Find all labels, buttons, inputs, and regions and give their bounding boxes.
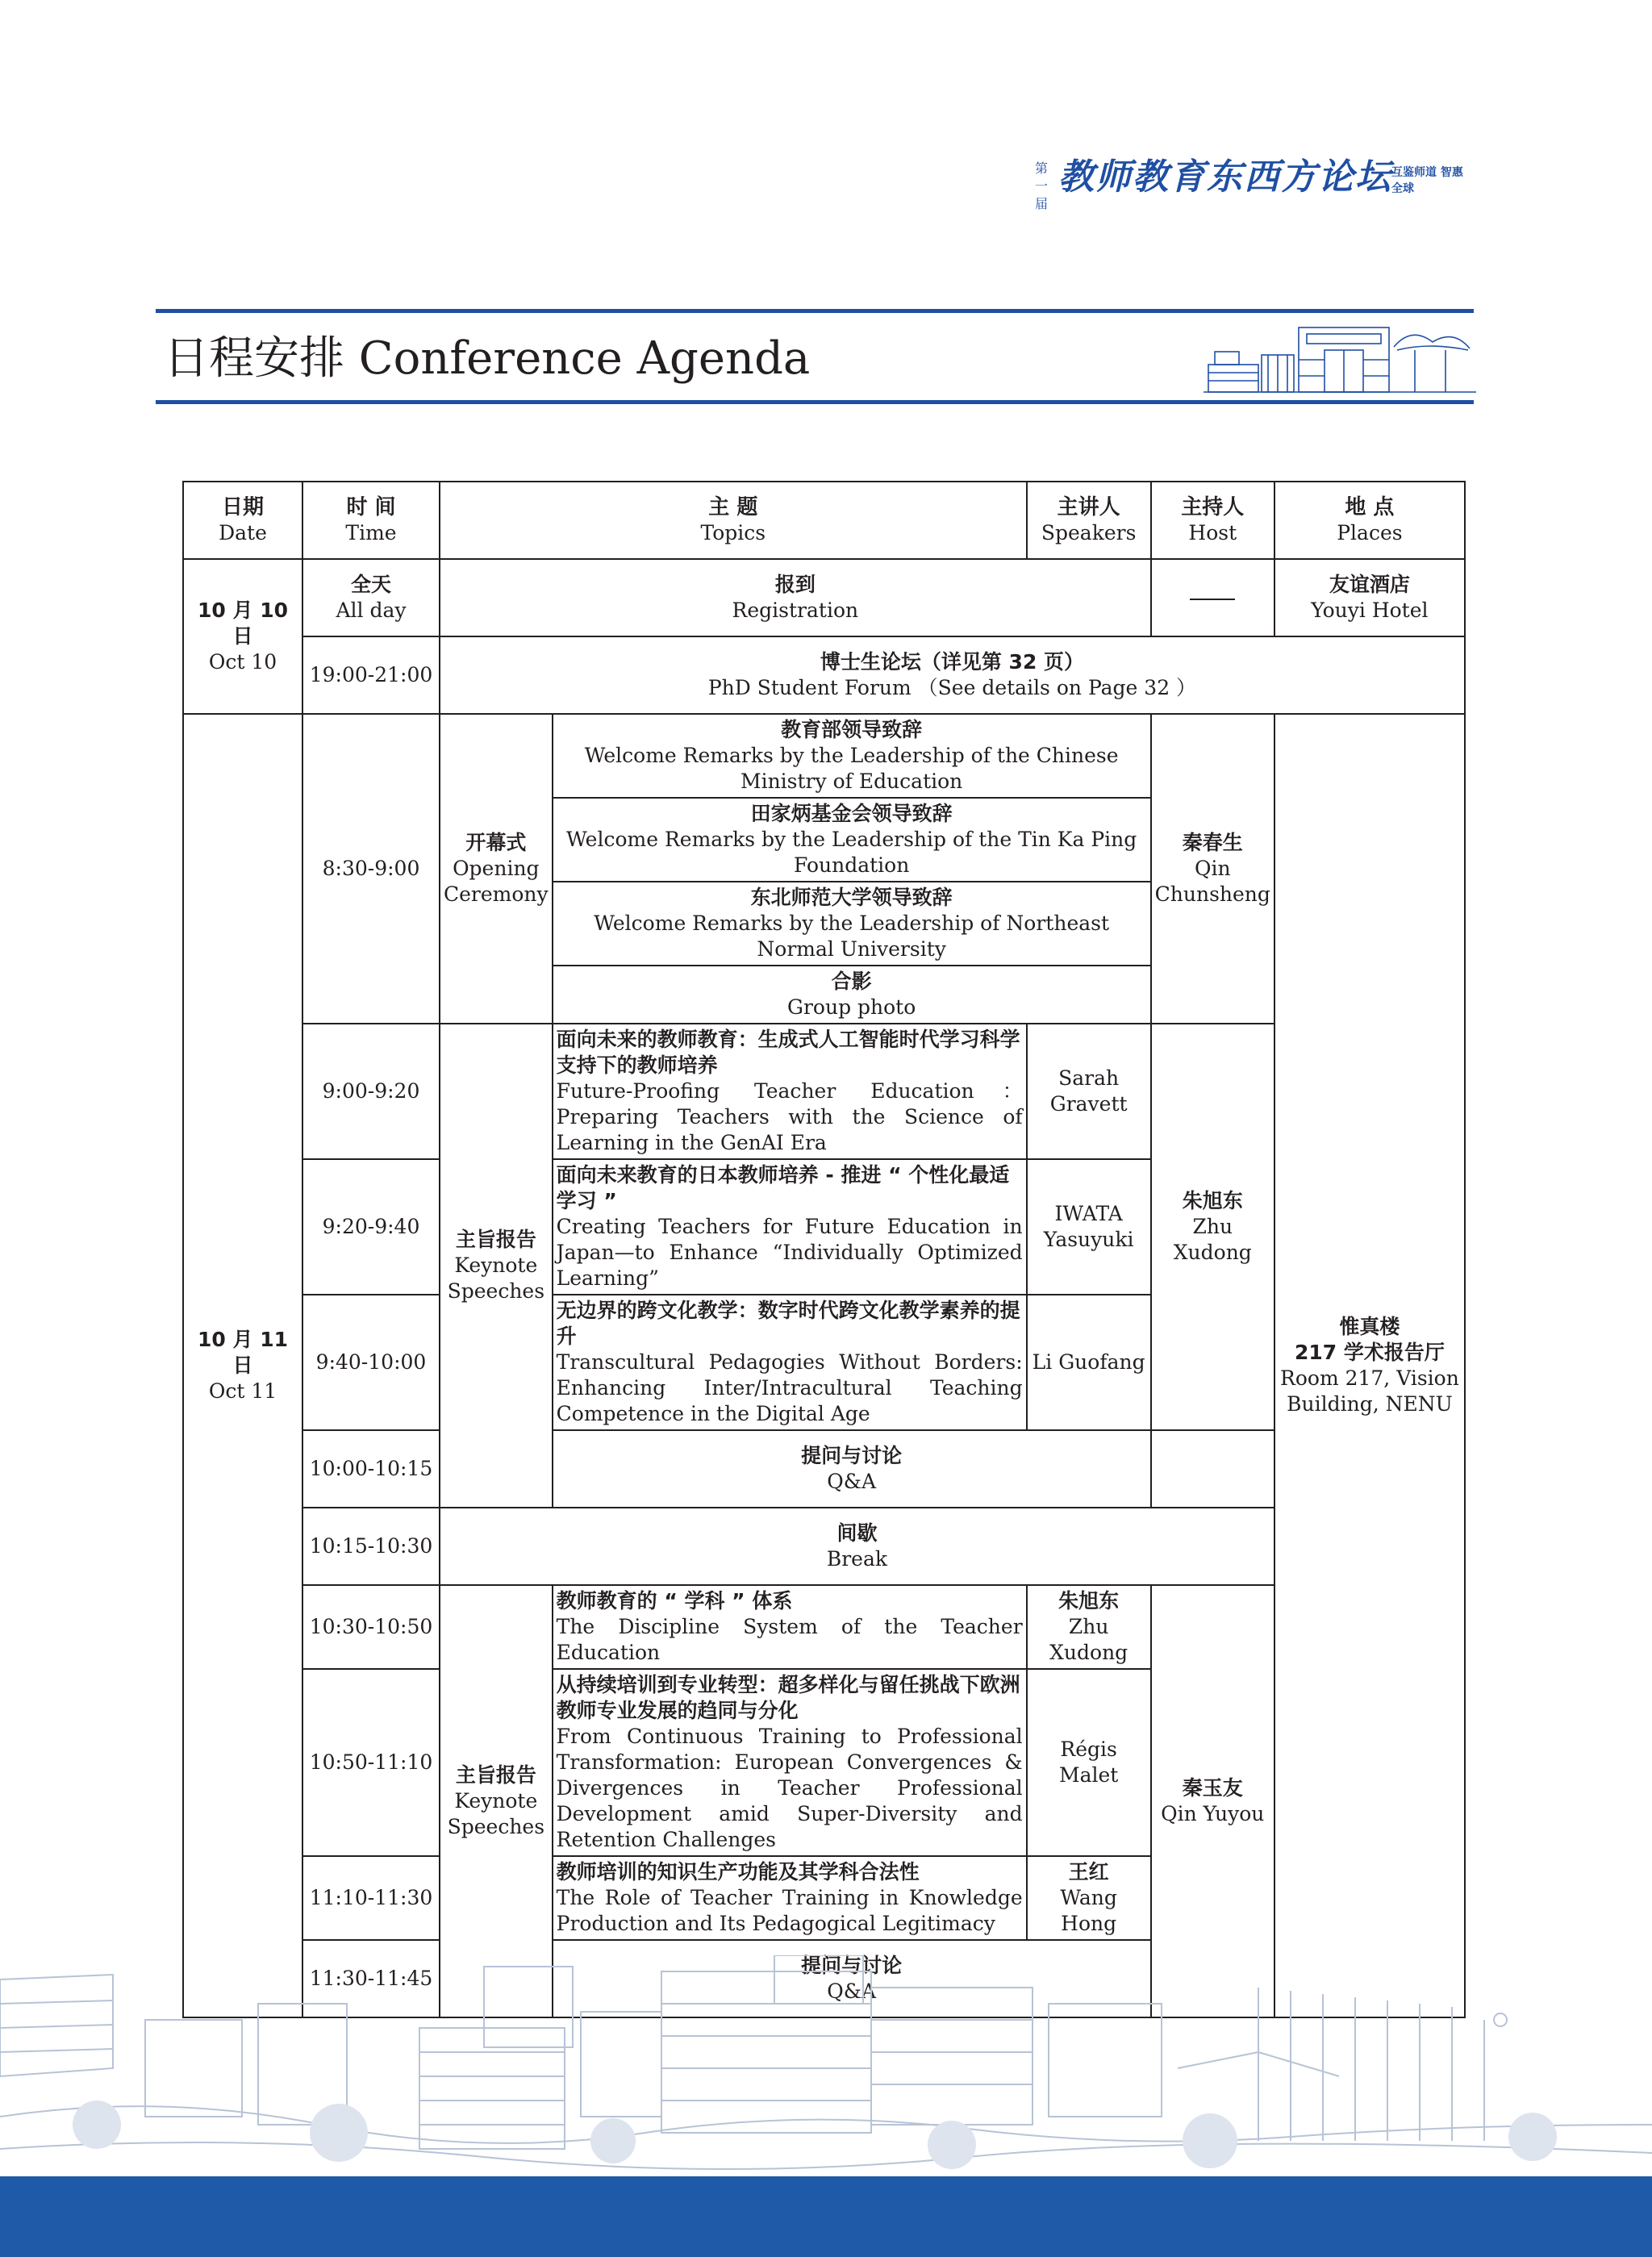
table-row [183,1430,1465,1508]
topic-talk-iwata: 面向未来教育的日本教师培养 - 推进 “ 个性化最适学习 ” Creating Teachers for Future Education in Japan—to Enhance “Individually Optimized Learning” [553,1159,1027,1295]
topic-talk-malet: 从持续培训到专业转型：超多样化与留任挑战下欧洲教师专业发展的趋同与分化 From Continuous Training to Professional Transformation: European Convergences & Divergences in Teacher Professional Development amid Super-Diversity and Retention Challenges [553,1669,1027,1856]
date-cell-oct11: 10 月 11 日 Oct 11 [183,714,302,2017]
header-topics: 主 题 Topics [440,482,1027,559]
topic-talk-gravett: 面向未来的教师教育：生成式人工智能时代学习科学支持下的教师培养 Future-Proofing Teacher Education：Preparing Teachers with the Science of Learning in the GenAI Era [553,1024,1027,1159]
table-header-row [183,482,1465,559]
page-title: 日程安排 Conference Agenda [164,332,811,385]
campus-skyline-illustration [0,1955,1652,2178]
time-cell: 9:40-10:00 [302,1295,440,1430]
header-speakers: 主讲人 Speakers [1027,482,1151,559]
host-cell-keynote-1: 朱旭东 Zhu Xudong [1151,1024,1274,1430]
speaker-cell: IWATA Yasuyuki [1027,1159,1151,1295]
title-rule-top [156,309,1474,313]
date-cell-oct10: 10 月 10 日 Oct 10 [183,559,302,714]
session-opening: 开幕式 Opening Ceremony [440,714,553,1024]
host-cell-empty [1151,559,1274,636]
time-cell: 19:00-21:00 [302,636,440,714]
topic-qa-1: 提问与讨论 Q&A [553,1430,1151,1508]
topic-cell-phd-forum: 博士生论坛（详见第 32 页） PhD Student Forum （See details on Page 32 ） [440,636,1465,714]
session-keynote-2: 主旨报告 Keynote Speeches [440,1585,553,2017]
table-row [183,1585,1465,1669]
time-cell: 11:30-11:45 [302,1940,440,2017]
table-row [183,714,1465,798]
place-cell-vision-building: 惟真楼 217 学术报告厅 Room 217, Vision Building, NENU [1274,714,1465,2017]
topic-cell-registration: 报到 Registration [440,559,1151,636]
time-cell: 10:50-11:10 [302,1669,440,1856]
logo-forum-name: 教师教育东西方论坛 [1058,156,1392,198]
table-row [183,1024,1465,1159]
topic-break: 间歇 Break [440,1508,1274,1585]
place-cell-youyi: 友谊酒店 Youyi Hotel [1274,559,1465,636]
session-keynote-1: 主旨报告 Keynote Speeches [440,1024,553,1508]
host-cell-opening: 秦春生 Qin Chunsheng [1151,714,1274,1024]
header-host: 主持人 Host [1151,482,1274,559]
agenda-table [182,481,1466,2018]
host-cell-qa-empty [1151,1430,1274,1508]
topic-opening-moe: 教育部领导致辞 Welcome Remarks by the Leadership of the Chinese Ministry of Education [553,714,1151,798]
header-date: 日期 Date [183,482,302,559]
dash-divider [1190,599,1235,600]
logo-slogan: 互鉴师道 智惠全球 [1391,166,1463,195]
speaker-cell: 朱旭东 Zhu Xudong [1027,1585,1151,1669]
campus-building-illustration [1204,323,1476,395]
footer-band [0,2176,1652,2257]
topic-opening-nenu: 东北师范大学领导致辞 Welcome Remarks by the Leadership of Northeast Normal University [553,882,1151,966]
time-cell: 8:30-9:00 [302,714,440,1024]
header-places: 地 点 Places [1274,482,1465,559]
header-time: 时 间 Time [302,482,440,559]
table-row [183,636,1465,714]
logo-edition: 第一届 [1034,161,1048,211]
speaker-cell: 王红 Wang Hong [1027,1856,1151,1940]
topic-talk-wang: 教师培训的知识生产功能及其学科合法性 The Role of Teacher Training in Knowledge Production and Its Pedagogical Legitimacy [553,1856,1027,1940]
topic-talk-li: 无边界的跨文化教学：数字时代跨文化教学素养的提升 Transcultural Pedagogies Without Borders: Enhancing Inter/Intracultural Teaching Competence in the Digital Age [553,1295,1027,1430]
speaker-cell: Sarah Gravett [1027,1024,1151,1159]
speaker-cell: Li Guofang [1027,1295,1151,1430]
forum-logo [1024,155,1476,211]
time-cell: 全天 All day [302,559,440,636]
time-cell: 9:20-9:40 [302,1159,440,1295]
host-cell-keynote-2: 秦玉友 Qin Yuyou [1151,1585,1274,2017]
topic-talk-zhu: 教师教育的 “ 学科 ” 体系 The Discipline System of the Teacher Education [553,1585,1027,1669]
topic-qa-2: 提问与讨论 Q&A [553,1940,1151,2017]
table-row [183,1508,1465,1585]
topic-group-photo: 合影 Group photo [553,966,1151,1024]
title-rule-bottom [156,400,1474,404]
time-cell: 10:15-10:30 [302,1508,440,1585]
topic-opening-tkp: 田家炳基金会领导致辞 Welcome Remarks by the Leadership of the Tin Ka Ping Foundation [553,798,1151,882]
speaker-cell: Régis Malet [1027,1669,1151,1856]
time-cell: 11:10-11:30 [302,1856,440,1940]
time-cell: 10:30-10:50 [302,1585,440,1669]
time-cell: 10:00-10:15 [302,1430,440,1508]
table-row [183,559,1465,636]
time-cell: 9:00-9:20 [302,1024,440,1159]
